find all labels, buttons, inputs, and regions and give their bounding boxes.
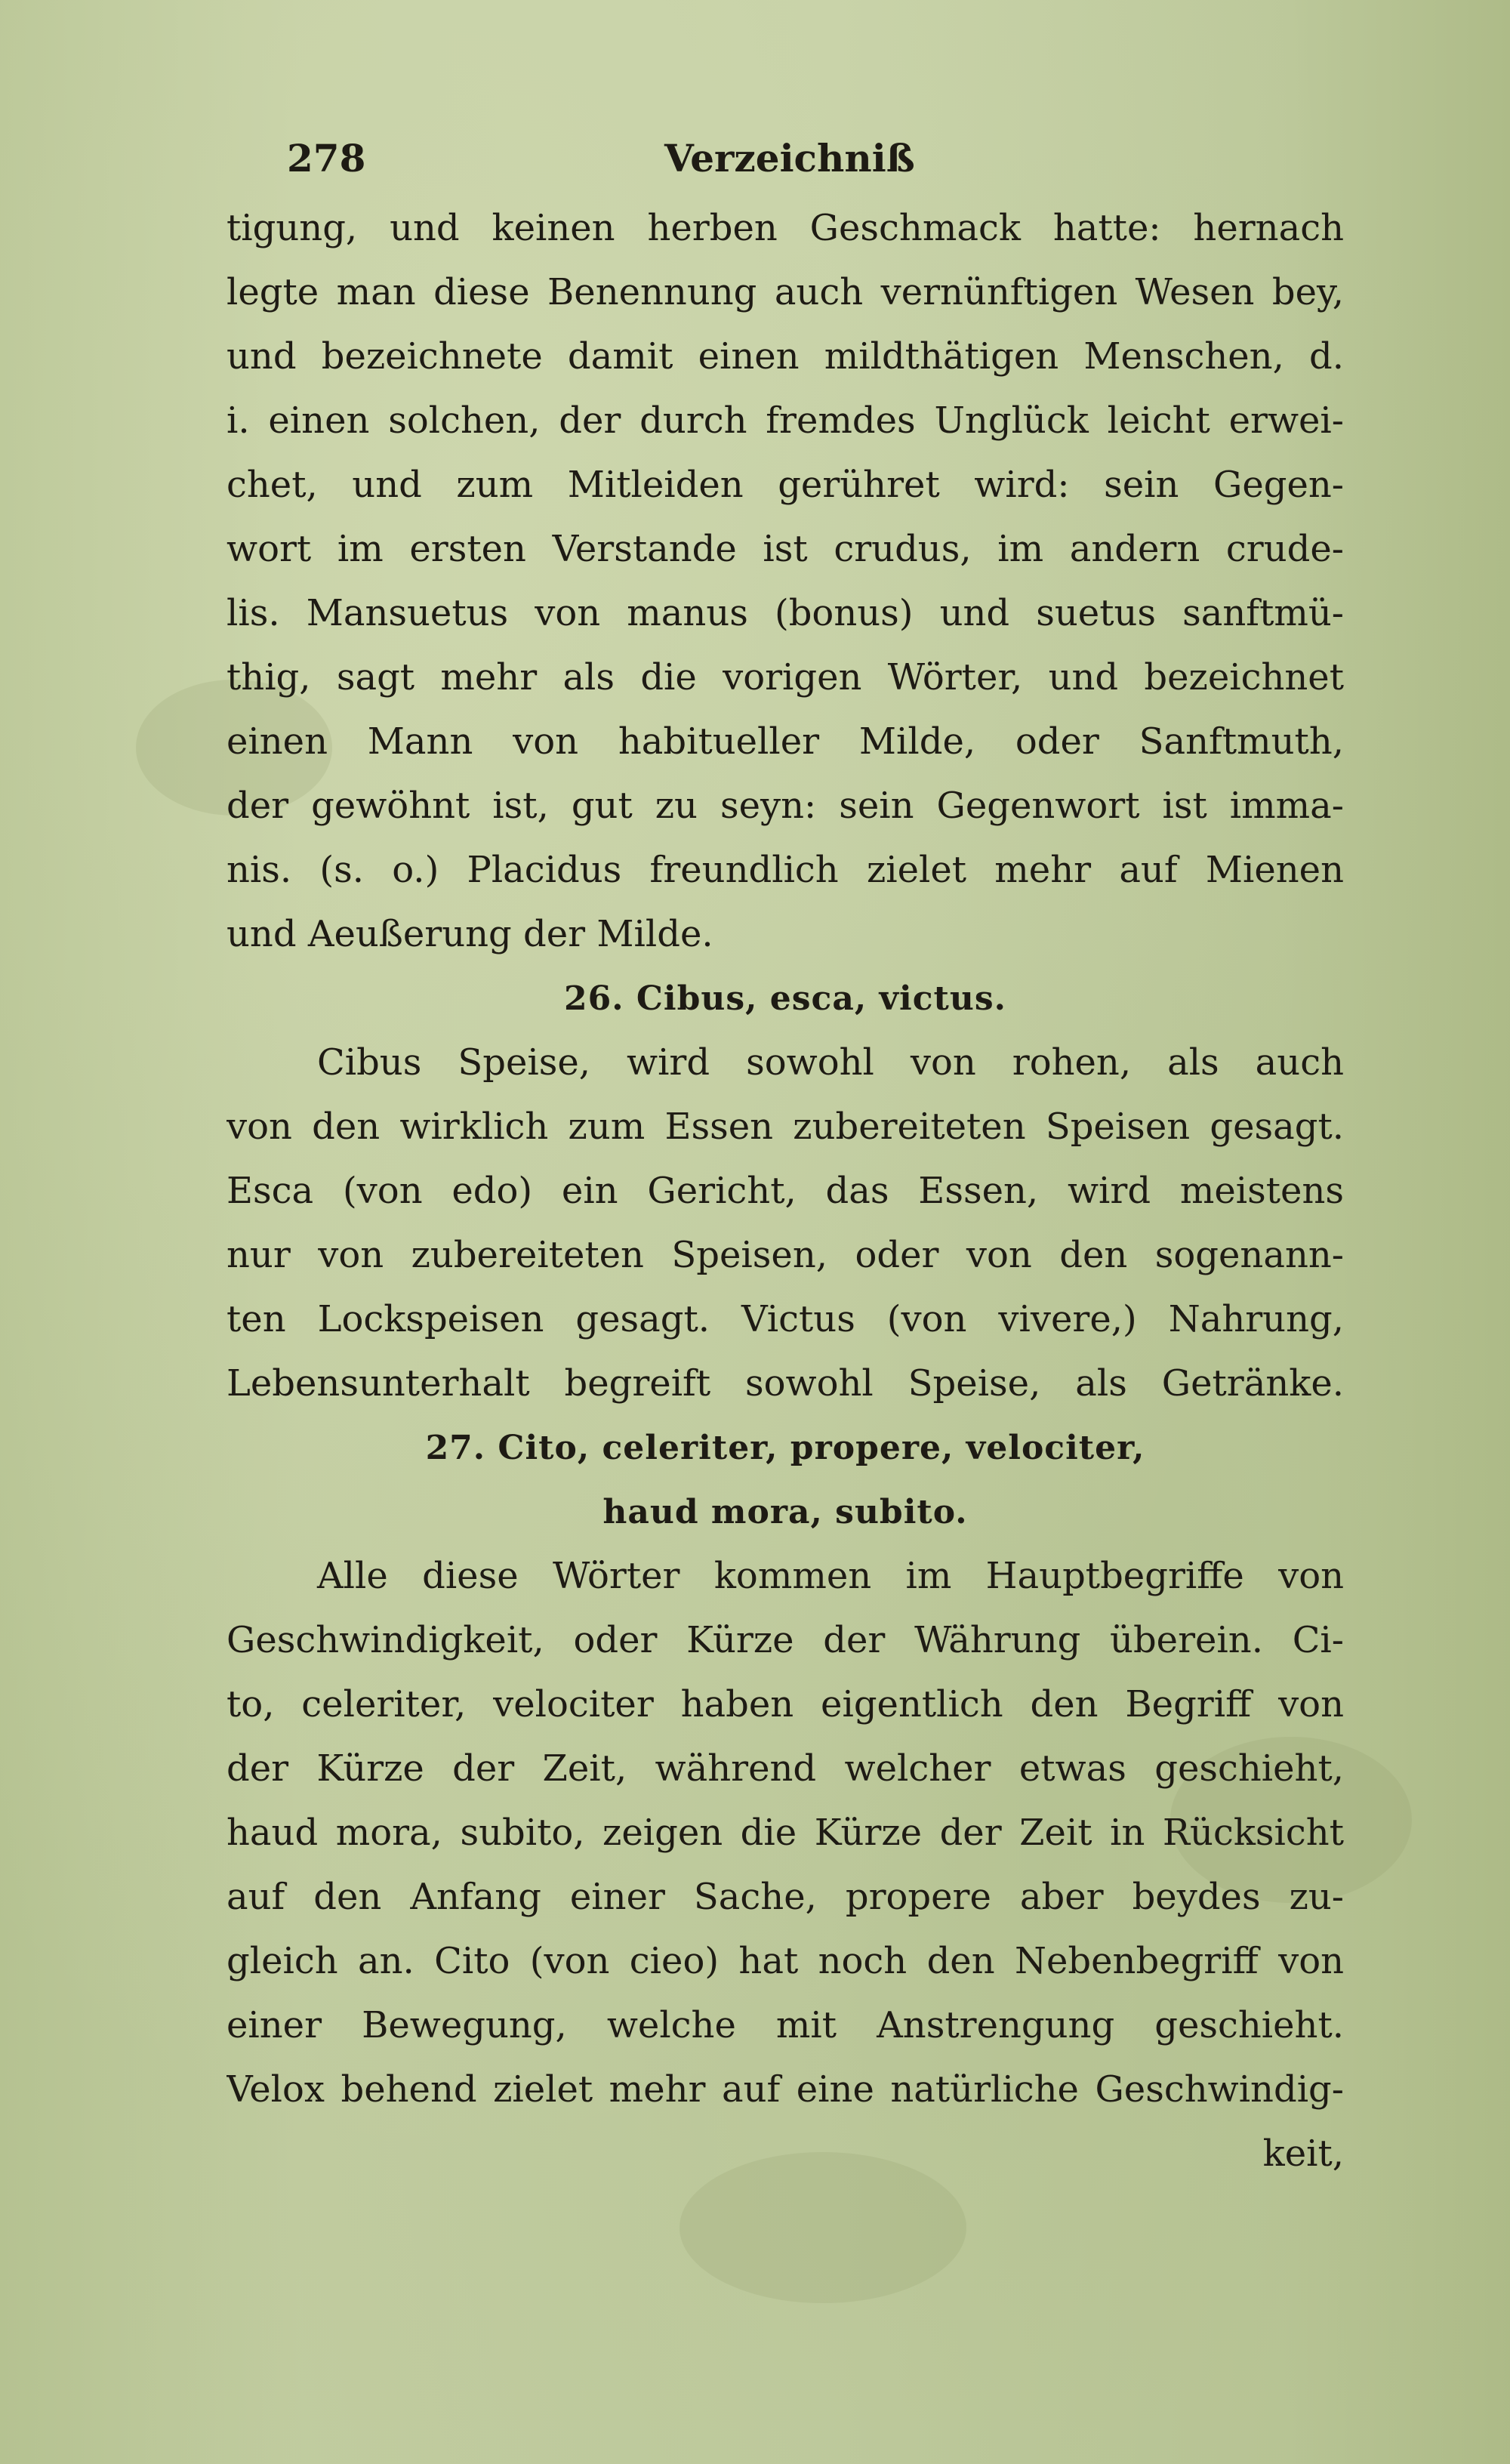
text-line: einer Bewegung, welche mit Anstrengung geschieht.	[226, 2004, 1344, 2046]
text-line: Lebensunterhalt begreift sowohl Speise, als Getränke.	[226, 1362, 1344, 1405]
catchword: keit,	[1262, 2132, 1344, 2175]
text-line: i. einen solchen, der durch fremdes Unglück leicht erwei-	[226, 399, 1344, 442]
text-line: thig, sagt mehr als die vorigen Wörter, und bezeichnet	[226, 656, 1344, 698]
text-line: Esca (von edo) ein Gericht, das Essen, wird meistens	[226, 1170, 1344, 1212]
text-line: einen Mann von habitueller Milde, oder Sanftmuth,	[226, 720, 1344, 763]
text-line: wort im ersten Verstande ist crudus, im andern crude-	[226, 528, 1344, 570]
text-line: tigung, und keinen herben Geschmack hatte: hernach	[226, 207, 1344, 249]
running-title: Verzeichniß	[664, 136, 915, 180]
section-27-heading: 27. Cito, celeriter, propere, velociter,	[425, 1429, 1145, 1467]
text-line: gleich an. Cito (von cieo) hat noch den Nebenbegriff von	[226, 1940, 1344, 1982]
text-line: Cibus Speise, wird sowohl von rohen, als auch	[317, 1041, 1344, 1084]
text-line: und Aeußerung der Milde.	[226, 913, 713, 955]
page-number: 278	[287, 136, 366, 180]
text-line: haud mora, subito, zeigen die Kürze der Zeit in Rücksicht	[226, 1812, 1344, 1854]
text-line: von den wirklich zum Essen zubereiteten Speisen gesagt.	[226, 1106, 1344, 1148]
text-line: der Kürze der Zeit, während welcher etwas geschieht,	[226, 1747, 1344, 1790]
text-line: auf den Anfang einer Sache, propere aber beydes zu-	[226, 1876, 1344, 1918]
text-line: und bezeichnete damit einen mildthätigen Menschen, d.	[226, 335, 1344, 378]
section-27-heading-continued: haud mora, subito.	[602, 1493, 968, 1531]
section-26-heading: 26. Cibus, esca, victus.	[564, 979, 1006, 1018]
text-line: nur von zubereiteten Speisen, oder von den sogenann-	[226, 1234, 1344, 1276]
text-line: lis. Mansuetus von manus (bonus) und suetus sanftmü-	[226, 592, 1344, 634]
text-line: nis. (s. o.) Placidus freundlich zielet mehr auf Mienen	[226, 849, 1344, 891]
text-line: ten Lockspeisen gesagt. Victus (von vivere,) Nahrung,	[226, 1298, 1344, 1340]
text-block	[226, 128, 1344, 2186]
text-line: to, celeriter, velociter haben eigentlich den Begriff von	[226, 1683, 1344, 1725]
text-line: chet, und zum Mitleiden gerühret wird: sein Gegen-	[226, 464, 1344, 506]
text-line: Velox behend zielet mehr auf eine natürliche Geschwindig-	[226, 2068, 1344, 2111]
text-line: legte man diese Benennung auch vernünftigen Wesen bey,	[226, 271, 1344, 313]
text-line: Geschwindigkeit, oder Kürze der Währung überein. Ci-	[226, 1619, 1344, 1661]
text-line: der gewöhnt ist, gut zu seyn: sein Gegenwort ist imma-	[226, 785, 1344, 827]
text-line: Alle diese Wörter kommen im Hauptbegriffe von	[317, 1555, 1344, 1597]
page-header	[226, 128, 1344, 196]
